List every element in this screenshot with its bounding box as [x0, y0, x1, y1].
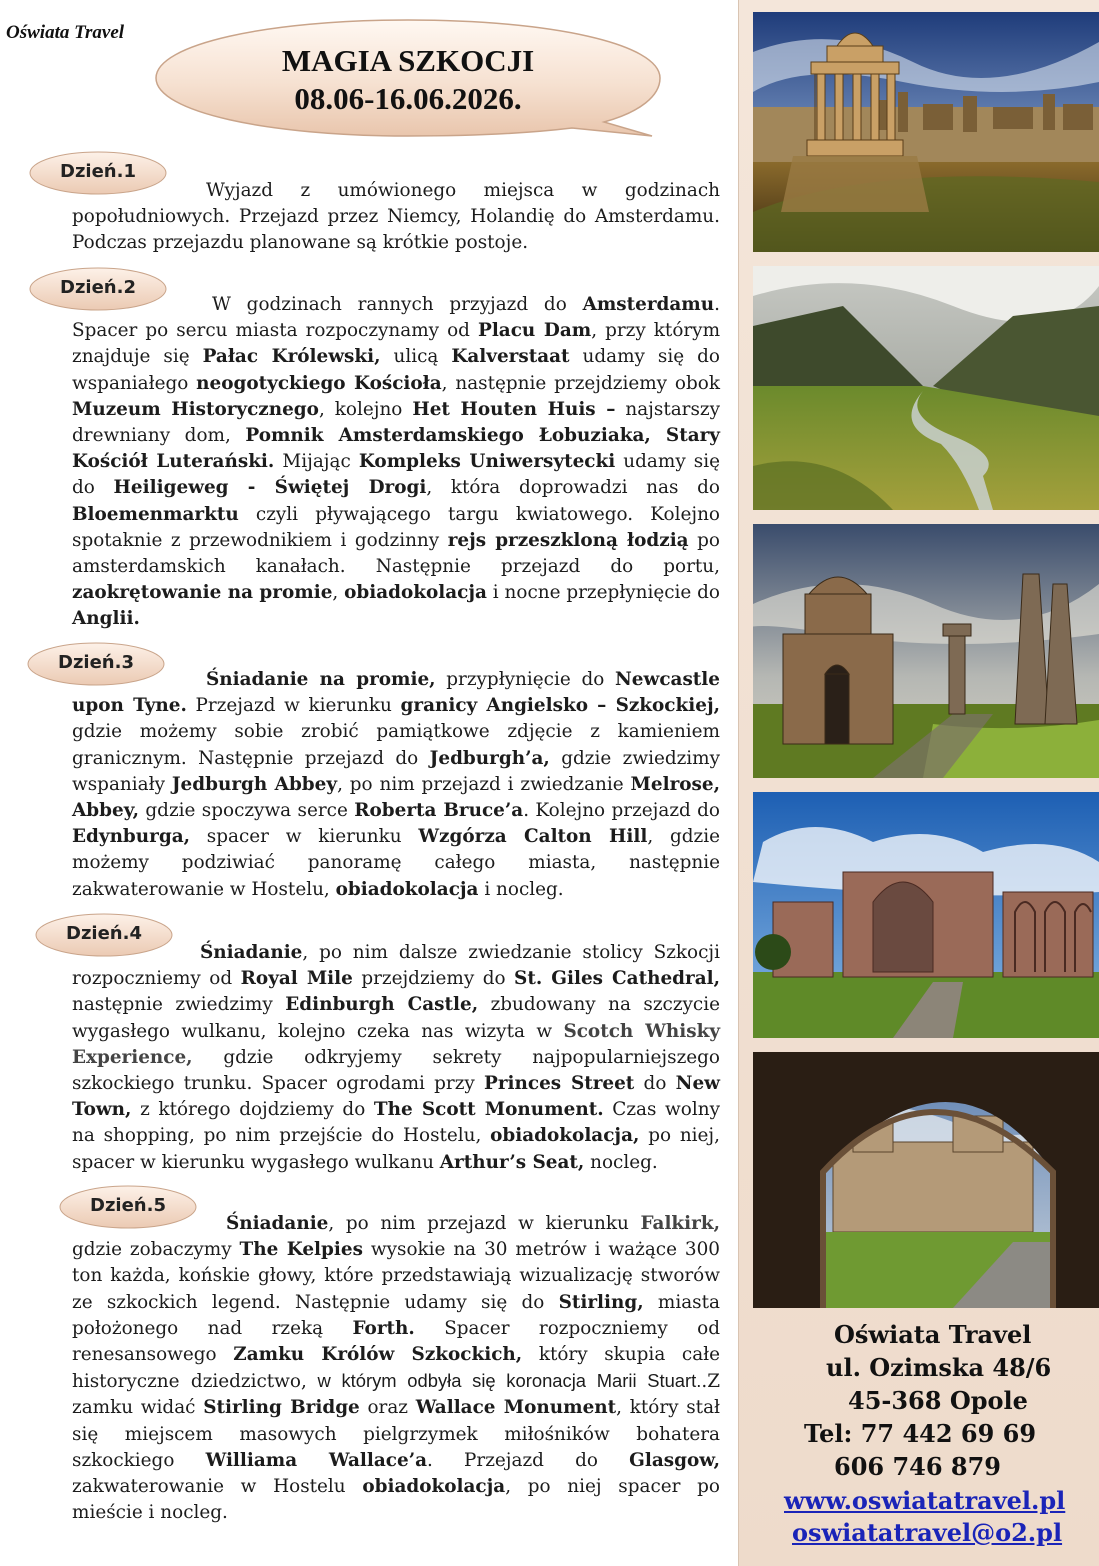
- day5-description: Śniadanie, po nim przejazd w kierunku Falkirk, gdzie zobaczymy The Kelpies wysokie na 30 metrów i ważące 300 ton każda, końskie głowy, które przedstawiają wizualizację stworów ze szkockich legend. Następnie udamy się do Stirling, miasta położonego nad rzeką Forth. Spacer rozpoczniemy od renesansowego Zamku Królów Szkockich, który skupia całe historyczne dziedzictwo, w którym odbyła się koronacja Marii Stuart..Z zamku widać Stirling Bridge oraz Wallace Monument, który stał się miejscem masowych pielgrzymek miłośników bohatera szkockiego Williama Wallace’a. Przejazd do Glasgow, zakwaterowanie w Hostelu obiadokolacja, po niej spacer po mieście i nocleg.: [72, 1213, 721, 1524]
- day3-description: Śniadanie na promie, przypłynięcie do Newcastle upon Tyne. Przejazd w kierunku granicy Angielsko – Szkockiej, gdzie możemy sobie zrobić pamiątkowe zdjęcie z kamieniem granicznym. Następnie przejazd do Jedburgh’a, gdzie zwiedzimy wspaniały Jedburgh Abbey, po nim przejazd i zwiedzanie Melrose, Abbey, gdzie spoczywa serce Roberta Bruce’a. Kolejno przejazd do Edynburga, spacer w kierunku Wzgórza Calton Hill, gdzie możemy podziwiać panoramę całego miasta, następnie zakwaterowanie w Hostelu, obiadokolacja i nocleg.: [72, 669, 721, 900]
- glasgow-necropolis-photo: [753, 524, 1099, 778]
- day2-description: W godzinach rannych przyjazd do Amsterdamu. Spacer po sercu miasta rozpoczynamy od Placu Dam, przy którym znajduje się Pałac Królewski, ulicą Kalverstaat udamy się do wspaniałego neogotyckiego Kościoła, następnie przejdziemy obok Muzeum Historycznego, kolejno Het Houten Huis – najstarszy drewniany dom, Pomnik Amsterdamskiego Łobuziaka, Stary Kościół Luterański. Mijając Kompleks Uniwersytecki udamy się do Heiligeweg - Świętej Drogi, która doprowadzi nas do Bloemenmarktu czyli pływającego targu kwiatowego. Kolejno spotaknie z przewodnikiem i godzinny rejs przeszkloną łodzią po amsterdamskich kanałach. Następnie przejazd do portu, zaokrętowanie na promie, obiadokolacja i nocne przepłynięcie do Anglii.: [72, 294, 721, 630]
- contact-city: 45-368 Opole: [848, 1386, 1028, 1415]
- highland-glen-valley-photo: [753, 266, 1099, 510]
- day-label-3: Dzień.3: [58, 652, 134, 673]
- brand-name: Oświata Travel: [6, 22, 125, 43]
- day4-description: Śniadanie, po nim dalsze zwiedzanie stolicy Szkocji rozpoczniemy od Royal Mile przejdziemy do St. Giles Cathedral, następnie zwiedzimy Edinburgh Castle, zbudowany na szczycie wygasłego wulkanu, kolejno czeka nas wizyta w Scotch Whisky Experience, gdzie odkryjemy sekrety najpopularniejszego szkockiego trunku. Spacer ogrodami przy Princes Street do New Town, z którego dojdziemy do The Scott Monument. Czas wolny na shopping, po nim przejście do Hostelu, obiadokolacja, po niej, spacer w kierunku wygasłego wulkanu Arthur’s Seat, nocleg.: [72, 942, 721, 1173]
- stirling-castle-through-arch-photo: [753, 1052, 1099, 1308]
- contact-street: ul. Ozimska 48/6: [826, 1353, 1052, 1382]
- contact-company: Oświata Travel: [834, 1320, 1032, 1349]
- contact-phone: Tel: 77 442 69 69: [804, 1419, 1037, 1448]
- contact-block: [742, 1316, 1098, 1552]
- day-label-4: Dzień.4: [66, 923, 142, 944]
- trip-dates: 08.06-16.06.2026.: [294, 81, 522, 116]
- day-label-2: Dzień.2: [60, 277, 136, 298]
- dugald-stewart-monument-edinburgh-photo: [753, 12, 1099, 252]
- trip-title: MAGIA SZKOCJI: [281, 43, 535, 78]
- day-label-1: Dzień.1: [60, 161, 136, 182]
- email-link[interactable]: oswiatatravel@o2.pl: [792, 1518, 1063, 1547]
- day1-description: Wyjazd z umówionego miejsca w godzinach popołudniowych. Przejazd przez Niemcy, Holandię do Amsterdamu. Podczas przejazdu planowane są krótkie postoje.: [72, 180, 720, 254]
- website-link[interactable]: www.oswiatatravel.pl: [784, 1486, 1066, 1515]
- contact-phone-mobile: 606 746 879: [834, 1452, 1002, 1481]
- melrose-abbey-ruins-photo: [753, 792, 1099, 1038]
- title-oval: [152, 16, 664, 140]
- day-label-5: Dzień.5: [90, 1195, 166, 1216]
